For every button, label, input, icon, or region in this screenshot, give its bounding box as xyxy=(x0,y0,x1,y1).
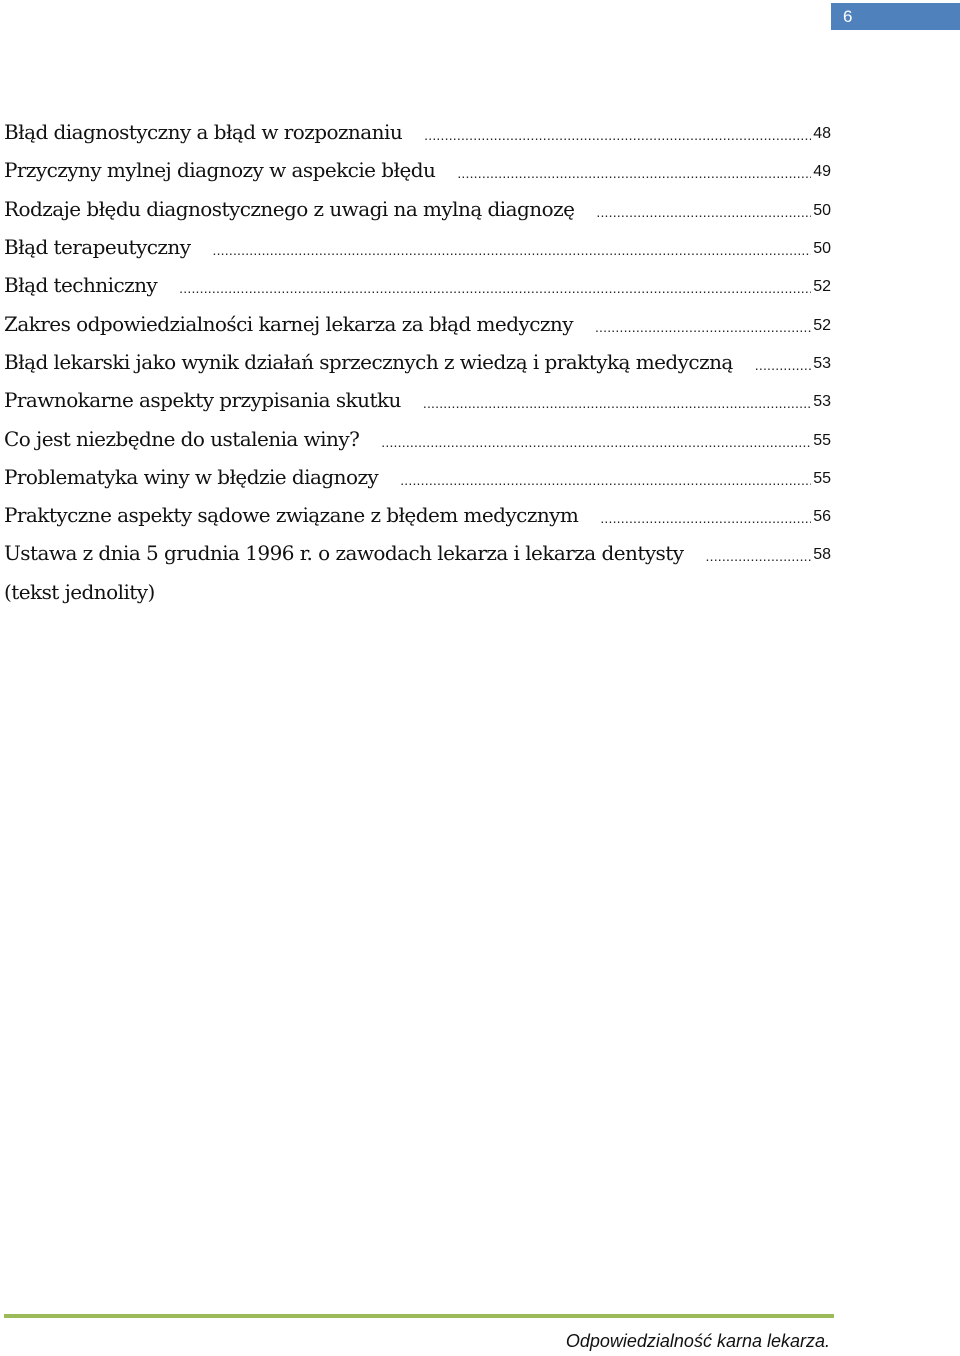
toc-leader-dots xyxy=(381,434,811,450)
toc-entry-title: Co jest niezbędne do ustalenia winy? xyxy=(4,426,360,451)
toc-entry-title: Błąd techniczny xyxy=(4,273,158,298)
toc-entry[interactable] xyxy=(4,496,831,534)
toc-entry-continuation-text: (tekst jednolity) xyxy=(4,579,155,604)
toc-entry-title: Zakres odpowiedzialności karnej lekarza za błąd medyczny xyxy=(4,311,573,336)
toc-entry-continuation[interactable] xyxy=(4,573,831,611)
toc-leader-dots xyxy=(457,165,811,181)
toc-entry[interactable] xyxy=(4,381,831,419)
toc-entry[interactable] xyxy=(4,534,831,572)
toc-entry[interactable] xyxy=(4,419,831,457)
toc-leader-dots xyxy=(179,280,811,296)
toc-entry-title: Błąd diagnostyczny a błąd w rozpoznaniu xyxy=(4,120,403,145)
toc-entry-title: Błąd terapeutyczny xyxy=(4,235,191,260)
toc-entry-page: 50 xyxy=(813,240,831,258)
toc-entry-page: 55 xyxy=(813,431,831,449)
table-of-contents xyxy=(4,113,831,611)
toc-entry-page: 53 xyxy=(813,354,831,372)
toc-leader-dots xyxy=(400,472,811,488)
toc-entry-page: 52 xyxy=(813,278,831,296)
toc-entry[interactable] xyxy=(4,458,831,496)
toc-entry[interactable] xyxy=(4,151,831,189)
toc-leader-dots xyxy=(755,357,811,373)
toc-leader-dots xyxy=(706,548,812,564)
toc-entry-page: 55 xyxy=(813,469,831,487)
toc-entry[interactable] xyxy=(4,343,831,381)
toc-entry-title: Praktyczne aspekty sądowe związane z błędem medycznym xyxy=(4,503,579,528)
toc-entry-title: Błąd lekarski jako wynik działań sprzecznych z wiedzą i praktyką medyczną xyxy=(4,349,733,374)
toc-entry-title: Rodzaje błędu diagnostycznego z uwagi na mylną diagnozę xyxy=(4,196,575,221)
toc-entry-page: 52 xyxy=(813,316,831,334)
toc-entry-page: 58 xyxy=(813,546,831,564)
toc-entry-title: Przyczyny mylnej diagnozy w aspekcie błędu xyxy=(4,158,436,183)
page-number-tab xyxy=(831,3,960,30)
toc-entry-page: 48 xyxy=(813,125,831,143)
toc-leader-dots xyxy=(596,204,811,220)
toc-entry-page: 53 xyxy=(813,393,831,411)
toc-entry-page: 49 xyxy=(813,163,831,181)
toc-entry[interactable] xyxy=(4,266,831,304)
toc-leader-dots xyxy=(213,242,812,258)
toc-entry[interactable] xyxy=(4,304,831,342)
toc-entry-title: Ustawa z dnia 5 grudnia 1996 r. o zawodach lekarza i lekarza dentysty xyxy=(4,541,684,566)
toc-entry-title: Prawnokarne aspekty przypisania skutku xyxy=(4,388,401,413)
toc-entry-page: 56 xyxy=(813,508,831,526)
footer-title: Odpowiedzialność karna lekarza. xyxy=(565,1331,830,1351)
toc-leader-dots xyxy=(595,319,811,335)
toc-entry[interactable] xyxy=(4,113,831,151)
toc-entry-title: Problematyka winy w błędzie diagnozy xyxy=(4,464,379,489)
toc-entry[interactable] xyxy=(4,190,831,228)
toc-entry[interactable] xyxy=(4,228,831,266)
toc-leader-dots xyxy=(423,395,811,411)
page-number: 6 xyxy=(843,7,853,26)
footer-rule xyxy=(4,1314,834,1318)
toc-entry-page: 50 xyxy=(813,201,831,219)
toc-leader-dots xyxy=(600,510,811,526)
toc-leader-dots xyxy=(424,127,811,143)
